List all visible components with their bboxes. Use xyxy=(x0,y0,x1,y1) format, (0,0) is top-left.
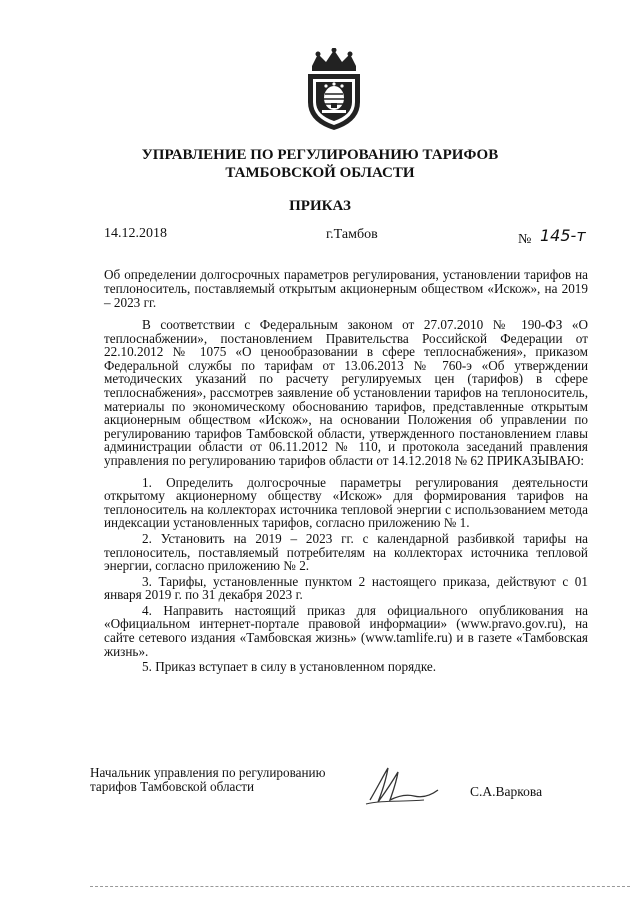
document-body xyxy=(104,318,588,676)
order-item-1: 1. Определить долгосрочные параметры регулирования деятельности открытому акционерному обществу «Искож» для формирования тарифов на теплоноситель на коллекторах источника тепловой энергии с использованием метода индексации установленных тарифов, согласно приложению № 1. xyxy=(104,474,588,531)
order-item-4: 4. Направить настоящий приказ для официального опубликования на «Официальном интернет-портале правовой информации» (www.pravo.gov.ru), на сайте сетевого издания «Тамбовская жизнь» (www.tamlife.ru) и в газете «Тамбовская жизнь». xyxy=(104,602,588,659)
order-item-3: 3. Тарифы, установленные пунктом 2 настоящего приказа, действуют с 01 января 2019 г. по 31 декабря 2023 г. xyxy=(104,573,588,603)
signatory-position-line2: тарифов Тамбовской области xyxy=(90,779,255,794)
order-item-5: 5. Приказ вступает в силу в установленном порядке. xyxy=(142,659,437,675)
tambov-coat-of-arms-icon xyxy=(298,48,370,132)
document-number-handwritten: 145-т xyxy=(540,226,586,245)
organization-name-line2: ТАМБОВСКОЙ ОБЛАСТИ xyxy=(225,165,415,181)
footer-divider xyxy=(90,886,630,887)
signatory-name: С.А.Варкова xyxy=(470,784,543,799)
document-city: г.Тамбов xyxy=(326,227,378,242)
document-subject: Об определении долгосрочных параметров регулирования, установлении тарифов на теплоноситель, поставляемый открытым акционерным обществом «Искож», на 2019 – 2023 гг. xyxy=(104,267,588,310)
signatory-position-line1: Начальник управления по регулированию xyxy=(90,765,326,780)
preamble-paragraph: В соответствии с Федеральным законом от 27.07.2010 № 190-ФЗ «О теплоснабжении», постановлением Правительства Российской Федерации от 22.10.2012 № 1075 «О ценообразовании в сфере теплоснабжения», приказом Федеральной службы по тарифам от 13.06.2013 № 760-э «Об утверждении методических указаний по расчету регулируемых цен (тарифов) в сфере теплоснабжения», рассмотрев заявление об установлении тарифов на теплоноситель, материалы по экономическому обоснованию тарифов, представленные открытым акционерным обществом «Искож», на основании Положения об управлении по регулированию тарифов Тамбовской области, утвержденного постановлением главы администрации области от 06.11.2012 № 110, и протокола заседаний правления управления по регулированию тарифов области от 14.12.2018 № 62 ПРИКАЗЫВАЮ: xyxy=(104,317,588,468)
organization-name-line1: УПРАВЛЕНИЕ ПО РЕГУЛИРОВАНИЮ ТАРИФОВ xyxy=(141,147,499,163)
document-number-label: № xyxy=(518,232,532,247)
order-item-2: 2. Установить на 2019 – 2023 гг. с календарной разбивкой тарифы на теплоноситель, поставляемый потребителям на коллекторах источника тепловой энергии, согласно приложению № 2. xyxy=(104,530,588,574)
document-type-title: ПРИКАЗ xyxy=(289,198,351,214)
handwritten-signature-icon xyxy=(362,760,442,808)
document-date: 14.12.2018 xyxy=(104,226,167,241)
signatory-position xyxy=(90,766,350,794)
